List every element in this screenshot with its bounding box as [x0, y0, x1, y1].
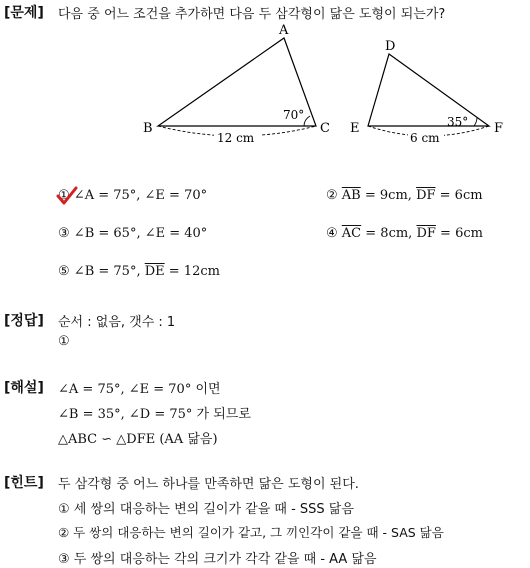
option-2-val1: = 9cm,: [360, 188, 417, 203]
option-2-num: ②: [326, 188, 338, 203]
explanation-line2: ∠B = 35°, ∠D = 75° 가 되므로: [58, 407, 251, 422]
option-3-num: ③: [58, 226, 70, 241]
option-1-text: ∠A = 75°, ∠E = 70°: [73, 188, 208, 203]
option-5-val: = 12cm: [164, 264, 220, 279]
check-icon: [56, 186, 78, 206]
option-2[interactable]: [326, 188, 483, 203]
option-5[interactable]: [58, 264, 220, 279]
angle-f-label: 35°: [447, 115, 469, 129]
answer-line2: ①: [58, 334, 70, 349]
hint-tag: [힌트]: [4, 475, 44, 491]
option-1[interactable]: [58, 188, 207, 203]
label-b: B: [143, 121, 153, 136]
option-3[interactable]: [58, 226, 207, 241]
option-4-seg2: $\overline{DF}$: [416, 226, 436, 241]
question-tag: [문제]: [4, 5, 44, 21]
option-5-num: ⑤: [58, 264, 70, 279]
option-4-val1: = 8cm,: [361, 226, 417, 241]
question-text: 다음 중 어느 조건을 추가하면 다음 두 삼각형이 닮은 도형이 되는가?: [58, 7, 446, 22]
explanation-line1: ∠A = 75°, ∠E = 70° 이면: [58, 382, 221, 397]
triangle-figure: [0, 20, 530, 180]
option-4-num: ④: [326, 226, 338, 241]
answer-line1: 순서 : 없음, 갯수 : 1: [58, 315, 176, 330]
hint-line2: ① 세 쌍의 대응하는 변의 길이가 같을 때 - SSS 닮음: [58, 502, 354, 517]
label-e: E: [350, 121, 360, 136]
option-2-seg1: $\overline{AB}$: [341, 188, 361, 203]
label-f: F: [494, 121, 504, 136]
hint-line1: 두 삼각형 중 어느 하나를 만족하면 닮은 도형이 된다.: [58, 477, 359, 492]
base-ef-label: 6 cm: [410, 131, 440, 145]
angle-f-arc: [474, 118, 477, 126]
option-3-text: ∠B = 65°, ∠E = 40°: [73, 226, 208, 241]
label-c: C: [320, 121, 330, 136]
option-4[interactable]: [326, 226, 483, 241]
angle-c-label: 70°: [283, 108, 305, 122]
label-a: A: [279, 23, 289, 38]
explanation-line3: △ABC ∽ △DFE (AA 닮음): [58, 432, 218, 447]
angle-c-arc: [304, 116, 310, 126]
option-4-val2: = 6cm: [435, 226, 483, 241]
option-5-text: ∠B = 75°,: [73, 264, 145, 279]
hint-line4: ③ 두 쌍의 대응하는 각의 크기가 각각 같을 때 - AA 닮음: [58, 552, 377, 567]
option-2-seg2: $\overline{DF}$: [416, 188, 436, 203]
hint-line3: ② 두 쌍의 대응하는 변의 길이가 같고, 그 끼인각이 같을 때 - SAS 닮음: [58, 525, 444, 540]
option-1-num: ①: [58, 188, 70, 203]
label-d: D: [385, 39, 396, 54]
triangle-def: [368, 54, 489, 126]
answer-tag: [정답]: [4, 313, 44, 329]
option-2-val2: = 6cm: [435, 188, 483, 203]
explanation-tag: [해설]: [4, 380, 44, 396]
option-4-seg1: $\overline{AC}$: [341, 226, 362, 241]
base-bc-label: 12 cm: [217, 131, 255, 145]
option-5-seg: $\overline{DE}$: [144, 264, 165, 279]
